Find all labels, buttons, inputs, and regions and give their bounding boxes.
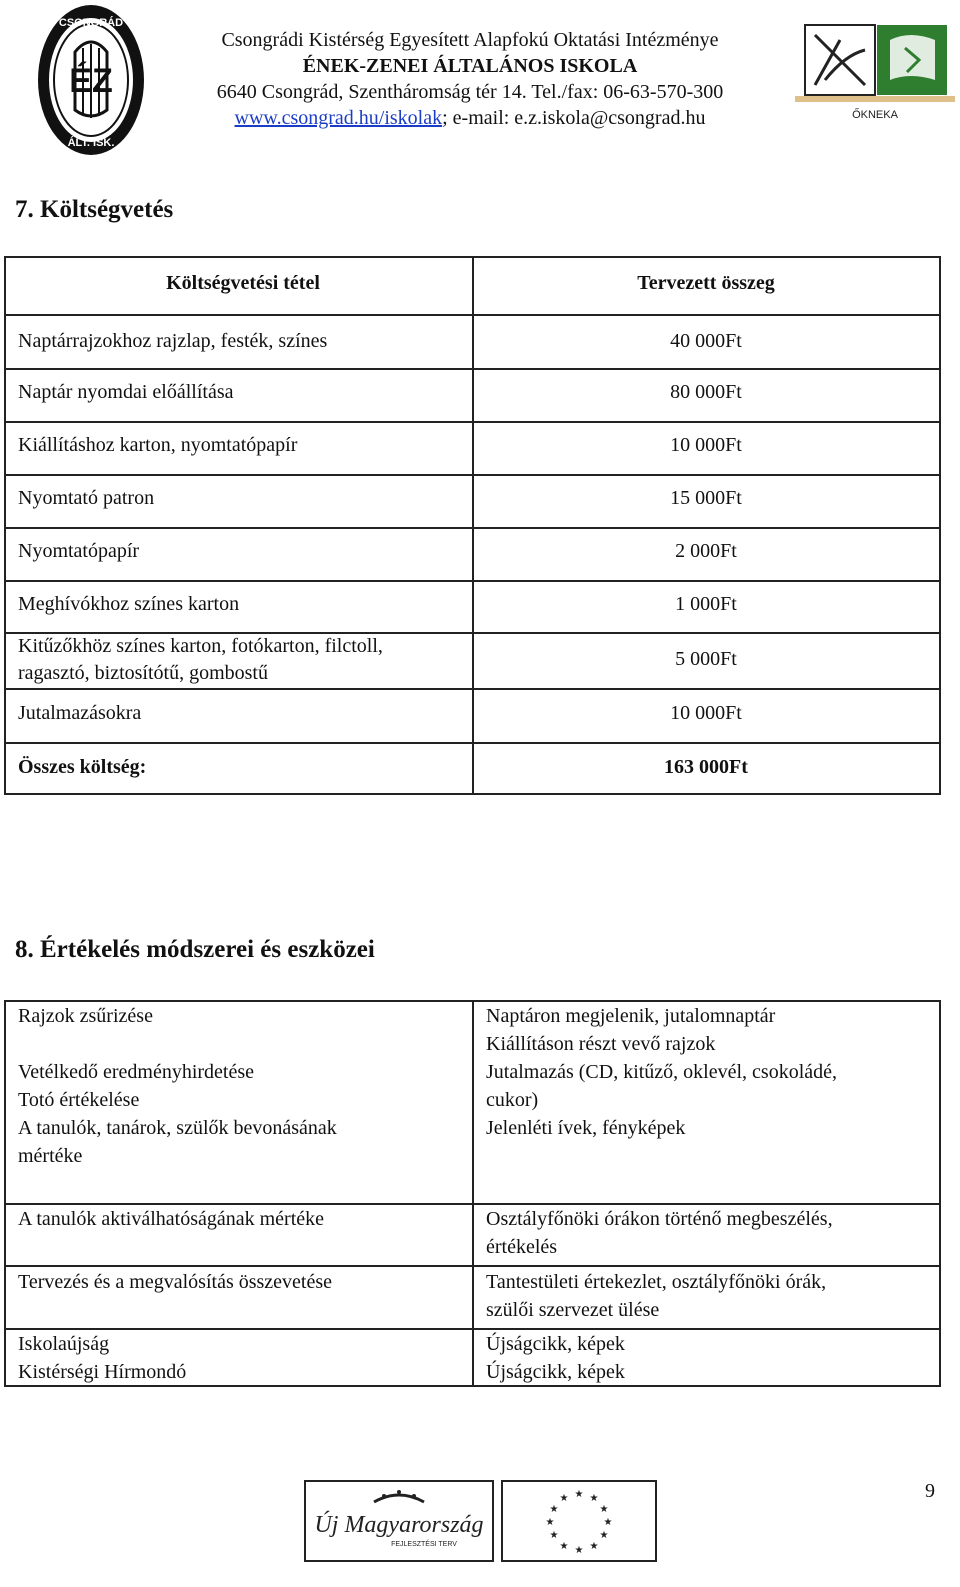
budget-row-item: Meghívókhoz színes karton — [18, 593, 240, 615]
svg-text:★: ★ — [574, 1545, 584, 1556]
eval-method: A tanulók, tanárok, szülők bevonásának — [18, 1117, 337, 1139]
eval-method: Tervezés és a megvalósítás összevetése — [18, 1271, 333, 1293]
footer-logos — [304, 1480, 658, 1562]
svg-text:ÉZ: ÉZ — [69, 62, 113, 100]
svg-text:Új Magyarország: Új Magyarország — [314, 1512, 484, 1538]
budget-total-amount: 163 000Ft — [664, 756, 748, 778]
eval-tool-cell — [486, 1268, 926, 1324]
svg-text:★: ★ — [589, 1493, 599, 1504]
header-contact — [150, 105, 790, 131]
budget-row-amount: 15 000Ft — [670, 487, 742, 509]
budget-row-amount: 10 000Ft — [670, 434, 742, 456]
eval-method-cell — [18, 1205, 458, 1233]
school-header — [150, 27, 790, 131]
section-title-budget: 7. Költségvetés — [15, 196, 174, 223]
budget-table — [4, 256, 941, 795]
website-link[interactable]: www.csongrad.hu/iskolak — [234, 107, 443, 129]
eval-method: Iskolaújság — [18, 1333, 110, 1355]
budget-total-label: Összes költség: — [18, 756, 147, 778]
eval-method-cell — [18, 1268, 458, 1296]
svg-text:★: ★ — [549, 1530, 559, 1541]
budget-row-item: Naptár nyomdai előállítása — [18, 381, 234, 403]
eval-tool-cell — [486, 1205, 926, 1261]
email-text: ; e-mail: e.z.iskola@csongrad.hu — [442, 107, 706, 129]
budget-row-item-line: ragasztó, biztosítótű, gombostű — [18, 662, 268, 684]
svg-text:★: ★ — [574, 1489, 584, 1500]
header-address: 6640 Csongrád, Szentháromság tér 14. Tel./fax: 06-63-570-300 — [216, 81, 724, 103]
eval-tool: Osztályfőnöki órákon történő megbeszélés, — [486, 1208, 833, 1230]
uj-magyarorszag-logo — [305, 1481, 493, 1561]
eval-tool: Újságcikk, képek — [486, 1361, 625, 1383]
budget-row-item: Jutalmazásokra — [18, 702, 142, 724]
budget-row-item — [18, 633, 468, 687]
eval-tool: Újságcikk, képek — [486, 1333, 625, 1355]
section-title-evaluation: 8. Értékelés módszerei és eszközei — [15, 936, 375, 963]
eval-tool: Tantestületi értekezlet, osztályfőnöki órák, — [486, 1271, 827, 1293]
svg-text:CSONGRÁD: CSONGRÁD — [58, 17, 124, 29]
eval-method: mértéke — [18, 1145, 83, 1167]
book-logo — [795, 20, 955, 125]
svg-text:★: ★ — [549, 1504, 559, 1515]
svg-text:★: ★ — [545, 1517, 555, 1528]
header-school-name: ÉNEK-ZENEI ÁLTALÁNOS ISKOLA — [302, 55, 638, 77]
header-institution: Csongrádi Kistérség Egyesített Alapfokú Oktatási Intézménye — [221, 29, 719, 51]
eval-method: Totó értékelése — [18, 1089, 140, 1111]
eval-tool: értékelés — [486, 1236, 558, 1258]
eval-method-cell — [18, 1002, 458, 1170]
svg-text:★: ★ — [603, 1517, 613, 1528]
school-logo — [35, 2, 147, 158]
svg-text:FEJLESZTÉSI TERV: FEJLESZTÉSI TERV — [391, 1541, 457, 1548]
svg-text:★: ★ — [599, 1504, 609, 1515]
evaluation-table — [4, 1000, 941, 1387]
eval-method: Kistérségi Hírmondó — [18, 1361, 187, 1383]
eval-tool: Kiállításon részt vevő rajzok — [486, 1033, 716, 1055]
eval-method: A tanulók aktiválhatóságának mértéke — [18, 1208, 325, 1230]
eval-method: Vetélkedő eredményhirdetése — [18, 1061, 255, 1083]
svg-text:★: ★ — [559, 1541, 569, 1552]
svg-text:ÁLT. ISK.: ÁLT. ISK. — [67, 137, 115, 149]
budget-row-item: Naptárrajzokhoz rajzlap, festék, színes — [18, 330, 328, 352]
eval-method — [18, 1030, 458, 1058]
budget-row-amount: 1 000Ft — [675, 593, 737, 615]
eu-flag-logo — [502, 1481, 656, 1561]
column-header-amount: Tervezett összeg — [637, 272, 775, 294]
budget-row-item: Nyomtatópapír — [18, 540, 140, 562]
page-number: 9 — [925, 1480, 935, 1502]
eval-method: Rajzok zsűrizése — [18, 1005, 153, 1027]
svg-text:★: ★ — [559, 1493, 569, 1504]
budget-row-amount: 40 000Ft — [670, 330, 742, 352]
eval-tool-cell — [486, 1002, 926, 1142]
eval-tool: Naptáron megjelenik, jutalomnaptár — [486, 1005, 776, 1027]
eval-tool: cukor) — [486, 1089, 539, 1111]
eval-tool: szülői szervezet ülése — [486, 1299, 660, 1321]
svg-text:★: ★ — [599, 1530, 609, 1541]
budget-row-amount: 80 000Ft — [670, 381, 742, 403]
svg-text:★: ★ — [589, 1541, 599, 1552]
budget-row-amount: 10 000Ft — [670, 702, 742, 724]
budget-row-item-line: Kitűzőkhöz színes karton, fotókarton, filctoll, — [18, 635, 383, 657]
budget-row-item: Nyomtató patron — [18, 487, 155, 509]
eval-tool: Jelenléti ívek, fényképek — [486, 1117, 686, 1139]
budget-row-amount: 5 000Ft — [675, 648, 737, 670]
budget-row-amount: 2 000Ft — [675, 540, 737, 562]
svg-text:ŐKNEKA: ŐKNEKA — [852, 109, 898, 121]
eval-tool: Jutalmazás (CD, kitűző, oklevél, csokoládé, — [486, 1061, 838, 1083]
budget-row-item: Kiállításhoz karton, nyomtatópapír — [18, 434, 298, 456]
column-header-item: Költségvetési tétel — [166, 272, 320, 294]
eval-tool-cell — [486, 1330, 926, 1386]
eval-method-cell — [18, 1330, 458, 1386]
